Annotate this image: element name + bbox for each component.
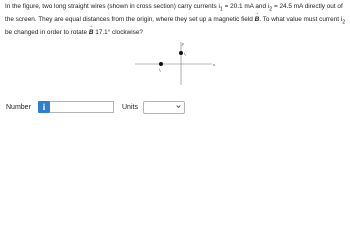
info-icon[interactable]: i <box>38 101 50 113</box>
current-1-subscript: 1 <box>219 6 223 13</box>
number-input[interactable] <box>50 101 114 113</box>
coordinate-diagram <box>130 38 225 86</box>
problem-text-2: = 20.1 mA and i <box>222 3 270 10</box>
problem-text-4: . To what value must current i <box>259 15 343 23</box>
problem-text-3: = 24.5 mA directly out of the screen. They are equal distances from the origin, where they set up a magnetic field <box>5 3 343 23</box>
answer-row <box>6 100 350 116</box>
wire-1-dot <box>159 62 163 66</box>
problem-statement <box>5 2 347 37</box>
current-2-subscript: 2 <box>269 6 273 13</box>
chevron-down-icon <box>176 104 181 109</box>
units-label: Units <box>122 104 138 111</box>
units-select[interactable] <box>143 101 185 114</box>
wire-figure <box>130 38 225 86</box>
problem-text-1: In the figure, two long straight wires (shown in cross section) carry currents i <box>5 3 220 10</box>
number-label: Number <box>6 104 31 111</box>
wire-2-dot <box>179 51 183 55</box>
question-page <box>0 0 350 119</box>
wire-1-label: $i_1$ <box>159 68 162 73</box>
y-axis-label: y <box>182 41 184 46</box>
magnetic-field-vector-symbol-rotate: → B <box>89 28 94 38</box>
problem-text-6: 17.1° clockwise? <box>93 28 143 36</box>
current-2-subscript-change: 2 <box>342 19 346 26</box>
wire-2-label: $i_2$ <box>184 52 187 57</box>
x-axis-label: x <box>213 62 215 67</box>
magnetic-field-vector-symbol: → B <box>255 15 260 25</box>
problem-text-5: be changed in order to rotate <box>5 28 89 36</box>
